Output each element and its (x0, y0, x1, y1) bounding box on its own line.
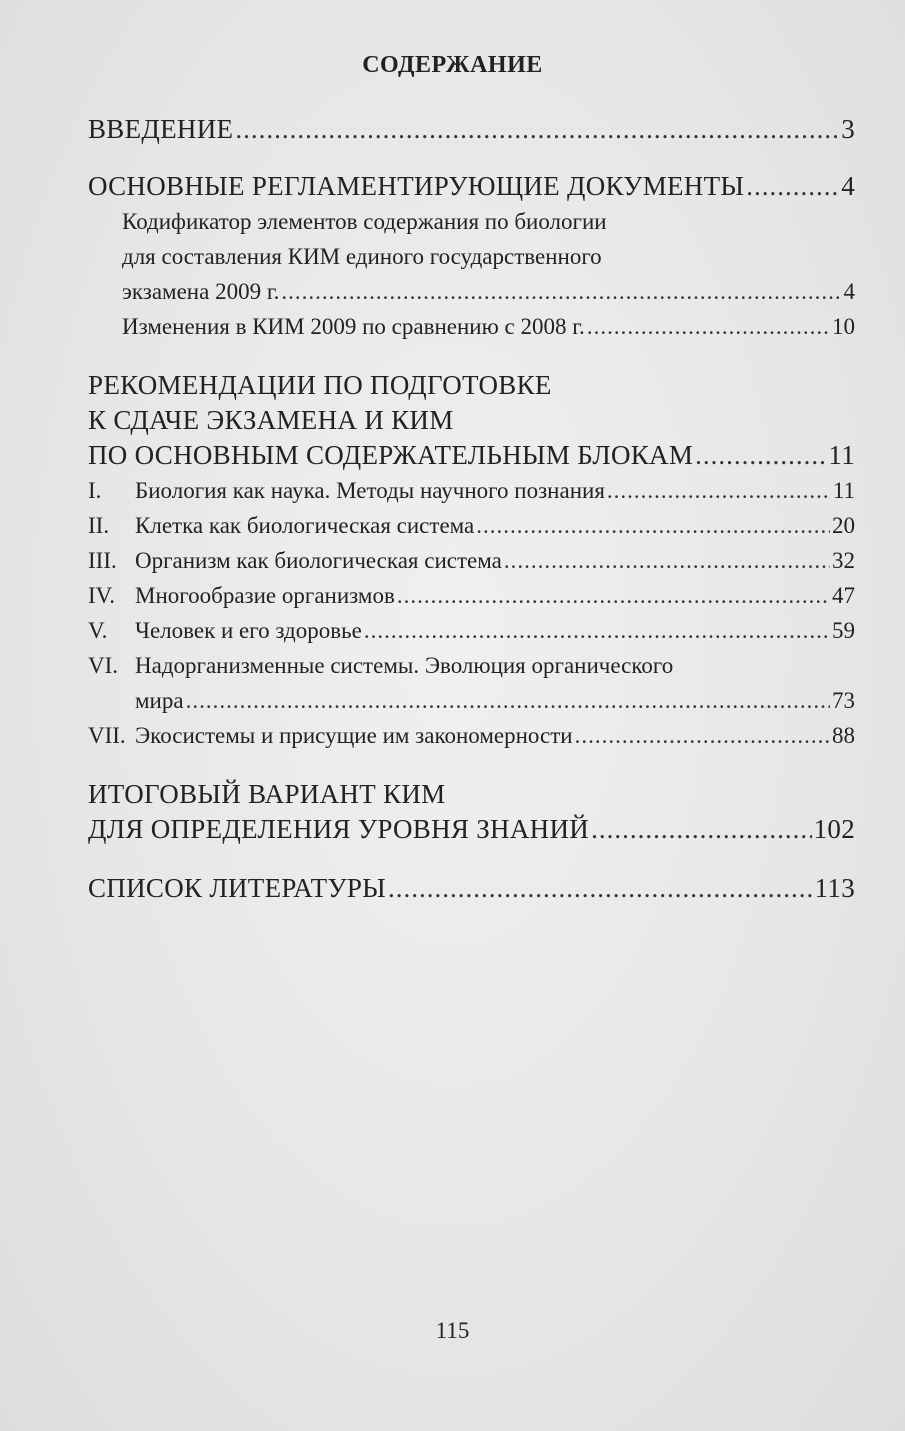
toc-page-ref: 59 (832, 618, 855, 643)
toc-page-ref: 32 (832, 548, 855, 573)
section-label: Биология как наука. Методы научного познания (135, 478, 605, 503)
dot-leader (746, 169, 839, 204)
section-number: VI. (88, 653, 119, 678)
toc-entry-literature[interactable] (88, 871, 855, 906)
section-number: III. (88, 548, 117, 573)
toc-section-3[interactable] (88, 543, 855, 578)
toc-page-ref: 88 (832, 723, 855, 748)
page-title: СОДЕРЖАНИЕ (362, 52, 543, 78)
toc-page-ref: 11 (832, 478, 855, 503)
toc-section-7[interactable] (88, 718, 855, 753)
section-label: Надорганизменные системы. Эволюция органического (135, 653, 674, 678)
page-number: 115 (435, 1318, 470, 1343)
toc-page-ref: 10 (832, 314, 855, 339)
section-number: II. (88, 513, 110, 538)
toc-entry-intro[interactable] (88, 112, 855, 147)
toc-page-ref: 113 (814, 873, 855, 903)
dot-leader (607, 473, 831, 508)
dot-leader (397, 578, 830, 613)
dot-leader (591, 812, 812, 847)
toc-page-ref: 73 (832, 688, 855, 713)
toc-entry-label-line: ИТОГОВЫЙ ВАРИАНТ КИМ (88, 779, 446, 809)
toc-section-4[interactable] (88, 578, 855, 613)
section-number: V. (88, 618, 108, 643)
toc-section-2[interactable] (88, 508, 855, 543)
toc-section-6[interactable] (88, 648, 855, 718)
dot-leader (388, 871, 813, 906)
section-number: I. (88, 478, 102, 503)
toc-entry-label: СПИСОК ЛИТЕРАТУРЫ (88, 873, 387, 903)
section-label: Экосистемы и присущие им закономерности (135, 723, 573, 748)
toc-entry-label: Изменения в КИМ 2009 по сравнению с 2008 г. (122, 314, 585, 339)
toc-entry-label-line: ДЛЯ ОПРЕДЕЛЕНИЯ УРОВНЯ ЗНАНИЙ (88, 814, 590, 844)
dot-leader (476, 508, 830, 543)
section-label: Организм как биологическая система (135, 548, 502, 573)
toc-entry-label-line: РЕКОМЕНДАЦИИ ПО ПОДГОТОВКЕ (88, 370, 552, 400)
dot-leader (281, 274, 841, 309)
toc-page-ref: 47 (832, 583, 855, 608)
toc-entry-label: ВВЕДЕНИЕ (88, 114, 234, 144)
toc-page-ref: 102 (813, 814, 855, 844)
section-number: VII. (88, 723, 126, 748)
dot-leader (235, 112, 839, 147)
section-label: Многообразие организмов (135, 583, 395, 608)
dot-leader (695, 438, 826, 473)
toc-entry-label-line: ПО ОСНОВНЫМ СОДЕРЖАТЕЛЬНЫМ БЛОКАМ (88, 440, 694, 470)
toc-section-1[interactable] (88, 473, 855, 508)
toc-entry-changes[interactable] (88, 309, 855, 344)
toc-entry-label-line: для составления КИМ единого государственного (122, 244, 602, 269)
toc-section-5[interactable] (88, 613, 855, 648)
section-number: IV. (88, 583, 116, 608)
dot-leader (575, 718, 830, 753)
toc-page-ref: 4 (843, 279, 855, 304)
dot-leader (504, 543, 830, 578)
toc-page-ref: 11 (828, 440, 855, 470)
section-label: Клетка как биологическая система (135, 513, 475, 538)
dot-leader (186, 683, 830, 718)
toc-entry-recommendations[interactable] (88, 368, 855, 473)
section-label: Человек и его здоровье (135, 618, 362, 643)
dot-leader (587, 309, 830, 344)
toc-entry-final-variant[interactable] (88, 777, 855, 847)
toc-entry-label-line: экзамена 2009 г. (122, 279, 280, 304)
toc-page-ref: 3 (841, 114, 855, 144)
toc-page-ref: 4 (841, 171, 855, 201)
toc-entry-docs[interactable] (88, 169, 855, 204)
section-label-continued: мира (135, 688, 184, 713)
toc-page-ref: 20 (832, 513, 855, 538)
dot-leader (364, 613, 830, 648)
table-of-contents (88, 112, 855, 906)
toc-entry-label: ОСНОВНЫЕ РЕГЛАМЕНТИРУЮЩИЕ ДОКУМЕНТЫ (88, 171, 745, 201)
toc-entry-codifier[interactable] (88, 204, 855, 309)
toc-entry-label-line: Кодификатор элементов содержания по биологии (122, 209, 607, 234)
toc-entry-label-line: К СДАЧЕ ЭКЗАМЕНА И КИМ (88, 405, 454, 435)
